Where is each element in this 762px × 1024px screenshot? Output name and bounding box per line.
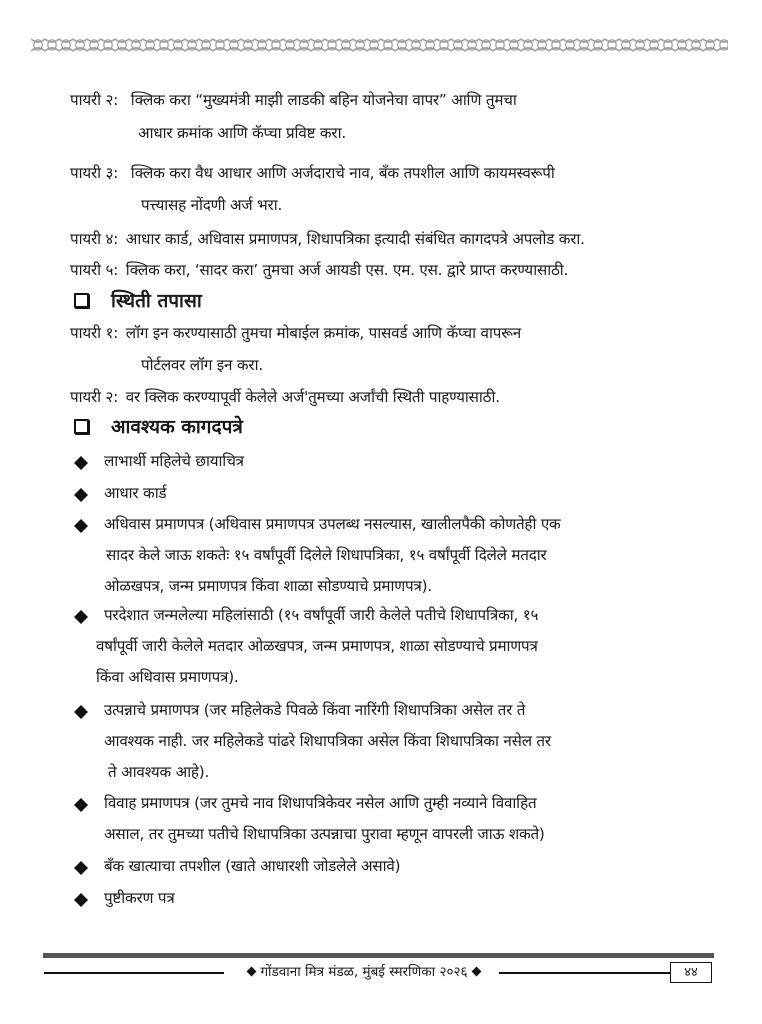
document-item: पुष्टीकरण पत्र: [104, 889, 175, 907]
footer-rule: [43, 953, 714, 958]
diamond-bullet-icon: [74, 456, 88, 470]
document-item-cont: वर्षांपूर्वी जारी केलेले मतदार ओळखपत्र, जन्म प्रमाणपत्र, शाळा सोडण्याचे प्रमाणपत्र: [96, 637, 538, 655]
step-text-cont: पोर्टलवर लॉग इन करा.: [141, 356, 263, 374]
diamond-icon: [471, 966, 481, 976]
step-text-cont: पत्त्यासह नोंदणी अर्ज भरा.: [141, 196, 283, 214]
diamond-bullet-icon: [74, 519, 88, 533]
step-label: पायरी ४:: [70, 230, 119, 248]
step-4: [70, 230, 585, 248]
decorative-border: [31, 37, 728, 53]
step-text: क्लिक करा, ‘सादर करा’ तुमचा अर्ज आयडी एस. एम. एस. द्वारे प्राप्त करण्यासाठी.: [125, 261, 569, 279]
step-label: पायरी ३:: [70, 164, 119, 182]
status-step-2: [70, 388, 500, 406]
section-heading-documents: [74, 413, 243, 439]
step-3: [70, 164, 555, 182]
document-item: अधिवास प्रमाणपत्र (अधिवास प्रमाणपत्र उपलब्ध नसल्यास, खालीलपैकी कोणतेही एक: [104, 515, 561, 533]
step-text: क्लिक करा वैध आधार आणि अर्जदाराचे नाव, बँक तपशील आणि कायमस्वरूपी: [130, 164, 555, 182]
document-item-cont: आवश्यक नाही. जर महिलेकडे पांढरे शिधापत्रिका असेल किंवा शिधापत्रिका नसेल तर: [104, 732, 551, 750]
step-label: पायरी २:: [70, 388, 119, 406]
footer-title: [228, 962, 500, 980]
checkbox-square-icon: [74, 419, 89, 434]
document-item-cont: असाल, तर तुमच्या पतीचे शिधापत्रिका उत्पन्नाचा पुरावा म्हणून वापरली जाऊ शकते): [104, 825, 545, 843]
step-label: पायरी ५:: [70, 261, 119, 279]
document-item: उत्पन्नाचे प्रमाणपत्र (जर महिलेकडे पिवळे किंवा नारिंगी शिधापत्रिका असेल तर ते: [104, 701, 526, 719]
step-text: क्लिक करा “मुख्यमंत्री माझी लाडकी बहिन योजनेचा वापर” आणि तुमचा: [130, 91, 517, 109]
step-text: लॉग इन करण्यासाठी तुमचा मोबाईल क्रमांक, पासवर्ड आणि कॅप्चा वापरून: [125, 324, 521, 342]
diamond-bullet-icon: [74, 861, 88, 875]
document-item-cont: ते आवश्यक आहे).: [108, 763, 210, 781]
section-heading-status: [74, 287, 202, 313]
document-item: बँक खात्याचा तपशील (खाते आधारशी जोडलेले असावे): [104, 857, 401, 875]
diamond-bullet-icon: [74, 705, 88, 719]
step-label: पायरी १:: [70, 324, 119, 342]
document-item: लाभार्थी महिलेचे छायाचित्र: [104, 452, 244, 470]
checkbox-square-icon: [74, 293, 89, 308]
document-item-cont: ओळखपत्र, जन्म प्रमाणपत्र किंवा शाळा सोडण्याचे प्रमाणपत्र).: [104, 577, 432, 595]
diamond-bullet-icon: [74, 610, 88, 624]
status-step-1: [70, 324, 521, 342]
document-item: परदेशात जन्मलेल्या महिलांसाठी (१५ वर्षांपूर्वी जारी केलेले पतीचे शिधापत्रिका, १५: [104, 606, 539, 624]
step-2: [70, 91, 517, 109]
document-item-cont: सादर केले जाऊ शकतेः १५ वर्षांपूर्वी दिलेले शिधापत्रिका, १५ वर्षांपूर्वी दिलेले मतदार: [106, 546, 547, 564]
footer-title-text: गोंडवाना मित्र मंडळ, मुंबई स्मरणिका २०२६: [260, 964, 468, 980]
document-item-cont: किंवा अधिवास प्रमाणपत्र).: [96, 668, 239, 686]
step-text: वर क्लिक करण्यापूर्वी केलेले अर्ज'तुमच्या अर्जांची स्थिती पाहण्यासाठी.: [125, 388, 500, 406]
diamond-icon: [247, 966, 257, 976]
step-text-cont: आधार क्रमांक आणि कॅप्चा प्रविष्ट करा.: [138, 124, 346, 142]
document-item: आधार कार्ड: [104, 484, 167, 502]
step-text: आधार कार्ड, अधिवास प्रमाणपत्र, शिधापत्रिका इत्यादी संबंधित कागदपत्रे अपलोड करा.: [125, 230, 585, 248]
heading-text: स्थिती तपासा: [111, 290, 202, 312]
step-label: पायरी २:: [70, 91, 119, 109]
page-number: ४४: [670, 962, 712, 983]
heading-text: आवश्यक कागदपत्रे: [111, 416, 243, 438]
footer-line: [499, 972, 671, 974]
step-5: [70, 261, 568, 279]
document-item: विवाह प्रमाणपत्र (जर तुमचे नाव शिधापत्रिकेवर नसेल आणि तुम्ही नव्याने विवाहित: [104, 794, 537, 812]
diamond-bullet-icon: [74, 893, 88, 907]
diamond-bullet-icon: [74, 798, 88, 812]
diamond-bullet-icon: [74, 488, 88, 502]
footer-line: [44, 972, 224, 974]
